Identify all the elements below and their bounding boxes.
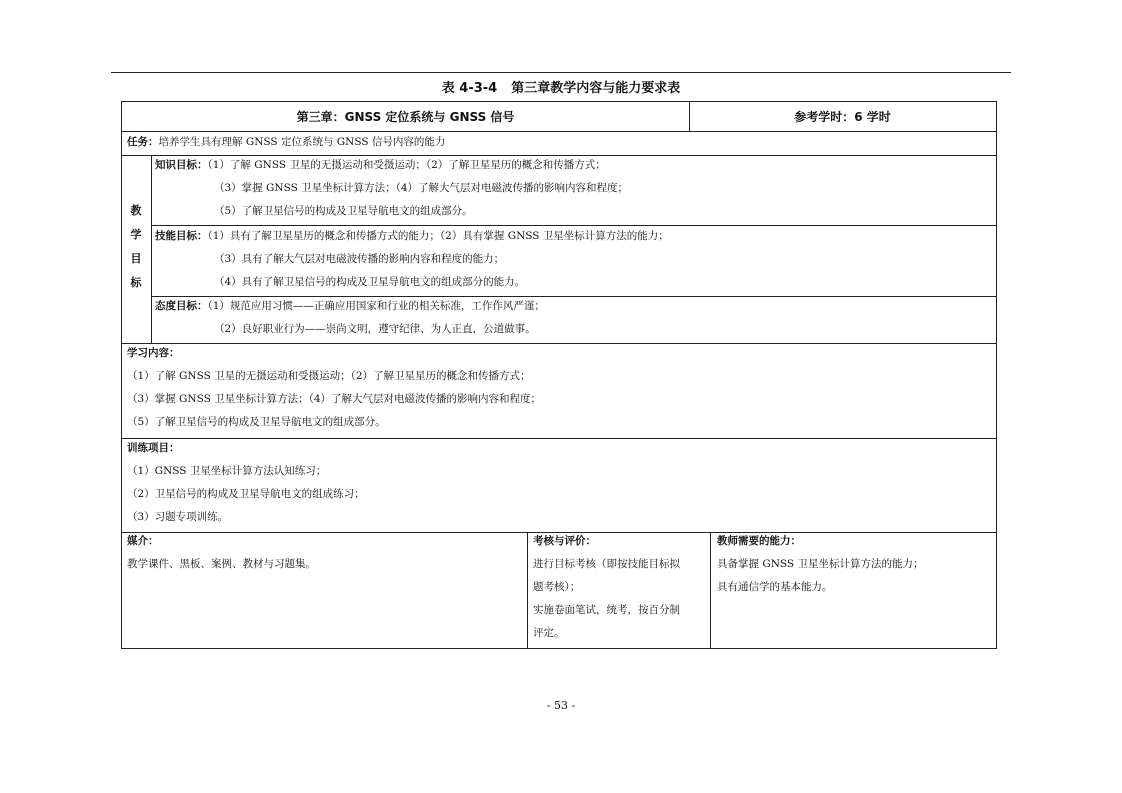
assessment-line: 进行目标考核（即按技能目标拟 [533, 558, 680, 570]
task-label: 任务： [127, 136, 159, 148]
knowledge-goal-line: 知识目标：（1）了解 GNSS 卫星的无摄运动和受摄运动；（2）了解卫星星历的概念和传播方式； [155, 159, 606, 171]
training-items-label: 训练项目： [127, 442, 180, 454]
column-divider [151, 155, 152, 343]
table-title-text: 第三章教学内容与能力要求表 [511, 81, 681, 96]
assessment-line: 题考核）； [533, 581, 581, 593]
requirements-table [121, 101, 997, 649]
task-text: 培养学生具有理解 GNSS 定位系统与 GNSS 信号内容的能力 [158, 136, 446, 148]
teaching-goals-label: 教 学 目 标 [130, 204, 142, 289]
teacher-ability-line: 具备掌握 GNSS 卫星坐标计算方法的能力； [717, 558, 924, 570]
teacher-ability-line: 具有通信学的基本能力。 [717, 581, 833, 593]
assessment-line: 评定。 [533, 627, 565, 639]
row-divider [151, 225, 996, 226]
row-divider [151, 296, 996, 297]
media-label: 媒介： [127, 535, 159, 547]
reference-hours: 参考学时：6 学时 [794, 110, 891, 124]
top-rule [111, 72, 1011, 73]
attitude-goal-line: 态度目标：（1）规范应用习惯——正确应用国家和行业的相关标准，工作作风严谨； [155, 300, 545, 312]
training-item: （1）GNSS 卫星坐标计算方法认知练习； [127, 465, 327, 477]
page-number: - 53 - [546, 699, 576, 712]
row-divider [122, 438, 996, 439]
training-item: （3）习题专项训练。 [127, 511, 229, 523]
knowledge-goal-label: 知识目标： [155, 159, 208, 171]
skill-goal-line: （4）具有了解卫星信号的构成及卫星导航电文的组成部分的能力。 [214, 276, 526, 288]
assessment-label: 考核与评价： [533, 535, 596, 547]
knowledge-goal-line: （3）掌握 GNSS 卫星坐标计算方法；（4）了解大气层对电磁波传播的影响内容和程度； [214, 182, 629, 194]
row-divider [122, 343, 996, 344]
training-item: （2）卫星信号的构成及卫星导航电文的组成练习； [127, 488, 365, 500]
assessment-line: 实施卷面笔试，统考，按百分制 [533, 604, 680, 616]
attitude-goal-label: 态度目标： [155, 300, 208, 312]
column-divider [527, 532, 528, 648]
table-number: 表 4-3-4 [441, 81, 498, 96]
skill-goal-line: （3）具有了解大气层对电磁波传播的影响内容和程度的能力； [214, 253, 505, 265]
attitude-goal-line: （2）良好职业行为——崇尚文明，遵守纪律、为人正直，公道做事。 [214, 323, 536, 335]
skill-goal-line: 技能目标：（1）具有了解卫星星历的概念和传播方式的能力；（2）具有掌握 GNSS 卫星坐标计算方法的能力； [155, 230, 669, 242]
media-text: 教学课件、黑板、案例、教材与习题集。 [127, 558, 316, 570]
knowledge-goal-line: （5）了解卫星信号的构成及卫星导航电文的组成部分。 [214, 205, 473, 217]
column-divider [710, 532, 711, 648]
learning-content-label: 学习内容： [127, 347, 180, 359]
learning-content-line: （5）了解卫星信号的构成及卫星导航电文的组成部分。 [127, 416, 386, 428]
task-row [127, 134, 445, 150]
table-title [111, 77, 1011, 96]
teacher-abilities-label: 教师需要的能力： [717, 535, 801, 547]
skill-goal-label: 技能目标： [155, 230, 208, 242]
learning-content-line: （1）了解 GNSS 卫星的无摄运动和受摄运动；（2）了解卫星星历的概念和传播方式； [127, 370, 531, 382]
chapter-heading: 第三章：GNSS 定位系统与 GNSS 信号 [296, 110, 515, 124]
learning-content-line: （3）掌握 GNSS 卫星坐标计算方法；（4）了解大气层对电磁波传播的影响内容和程度； [127, 393, 542, 405]
row-divider [122, 131, 996, 132]
row-divider [122, 155, 996, 156]
